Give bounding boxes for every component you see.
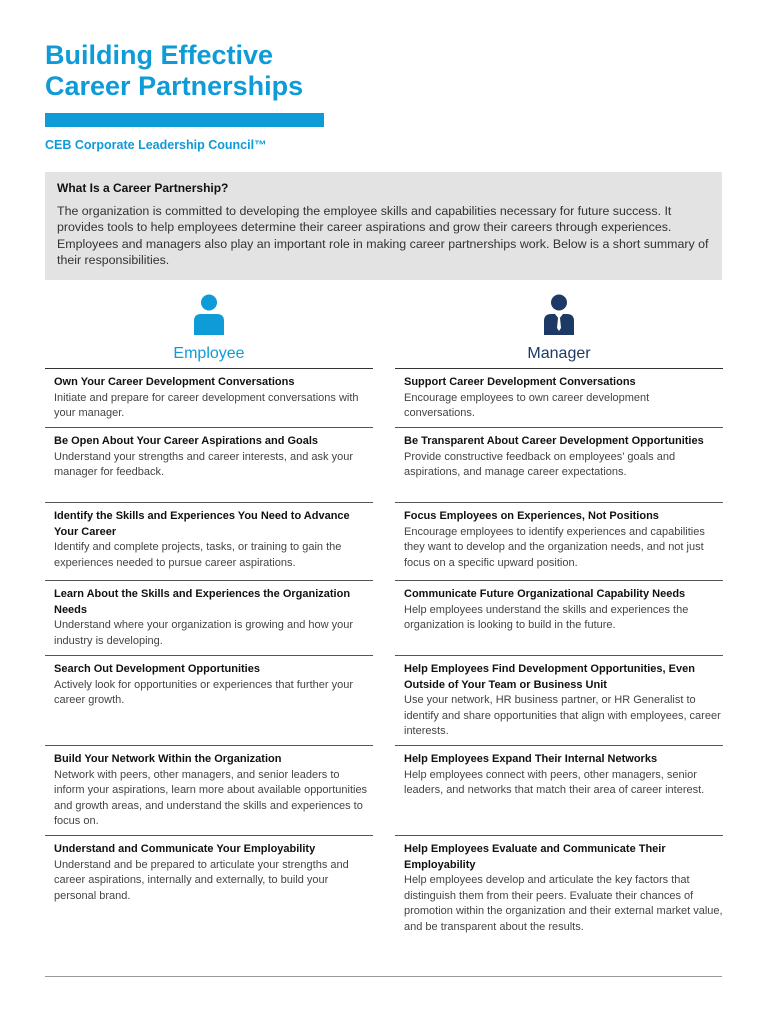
- organization-name: CEB Corporate Leadership Council™: [45, 138, 267, 152]
- page-title: [45, 40, 303, 102]
- employee-column: [45, 292, 373, 956]
- footer-divider: [45, 976, 722, 977]
- list-item: Be Transparent About Career Development Opportunities Provide constructive feedback on employees’ goals and aspirations, and manage career expectations.: [395, 428, 723, 503]
- list-item: Learn About the Skills and Experiences the Organization Needs Understand where your organization is growing and how your industry is developing.: [45, 581, 373, 656]
- list-item: Build Your Network Within the Organization Network with peers, other managers, and senior leaders to inform your aspirations, learn more about available opportunities and growth areas, and understand the skills and experiences to focus on.: [45, 746, 373, 836]
- employee-person-icon: [192, 292, 226, 336]
- intro-body: The organization is committed to developing the employee skills and capabilities necessary for future success. It provides tools to help employees determine their career aspirations and grow their careers through experiences. Employees and managers also play an important role in making career partnerships work. Below is a short summary of their responsibilities.: [57, 204, 709, 268]
- list-item: Understand and Communicate Your Employability Understand and be prepared to articulate your strengths and career aspirations, internally and externally, to build your personal brand.: [54, 843, 349, 902]
- list-item: Focus Employees on Experiences, Not Positions Encourage employees to identify experiences and capabilities they want to develop and the organization needs, and not just focus on a specific upward position.: [395, 503, 723, 581]
- list-item: Be Open About Your Career Aspirations and Goals Understand your strengths and career interests, and ask your manager for feedback.: [45, 428, 373, 503]
- employee-column-title: Employee: [45, 344, 373, 369]
- intro-heading: What Is a Career Partnership?: [57, 181, 229, 195]
- list-item: Help Employees Expand Their Internal Networks Help employees connect with peers, other managers, senior leaders, and networks that match their area of career interest.: [395, 746, 723, 836]
- page-title-line-1: Building Effective: [45, 40, 274, 70]
- title-accent-bar: [45, 113, 324, 127]
- list-item: Help Employees Evaluate and Communicate Their Employability Help employees develop and articulate the key factors that distinguish them from their peers. Evaluate their chances of promotion within the organization and their external market value, and be transparent about the results.: [404, 843, 723, 933]
- list-item: Help Employees Find Development Opportunities, Even Outside of Your Team or Business Unit Use your network, HR business partner, or HR Generalist to identify and share opportunities that align with employees, career interests.: [395, 656, 723, 746]
- list-item: Identify the Skills and Experiences You Need to Advance Your Career Identify and complete projects, tasks, or training to gain the experiences needed to pursue career aspirations.: [45, 503, 373, 581]
- manager-column: [395, 292, 723, 956]
- page-title-line-2: Career Partnerships: [45, 71, 304, 101]
- list-item: Support Career Development Conversations Encourage employees to own career development conversations.: [395, 369, 723, 428]
- list-item: Own Your Career Development Conversations Initiate and prepare for career development conversations with your manager.: [45, 369, 373, 428]
- list-item: Search Out Development Opportunities Actively look for opportunities or experiences that further your career growth.: [45, 656, 373, 746]
- list-item: Communicate Future Organizational Capability Needs Help employees understand the skills and experiences the organization is looking to build in the future.: [395, 581, 723, 656]
- manager-column-title: Manager: [395, 344, 723, 369]
- intro-panel: [45, 172, 722, 280]
- manager-person-icon: [542, 292, 576, 336]
